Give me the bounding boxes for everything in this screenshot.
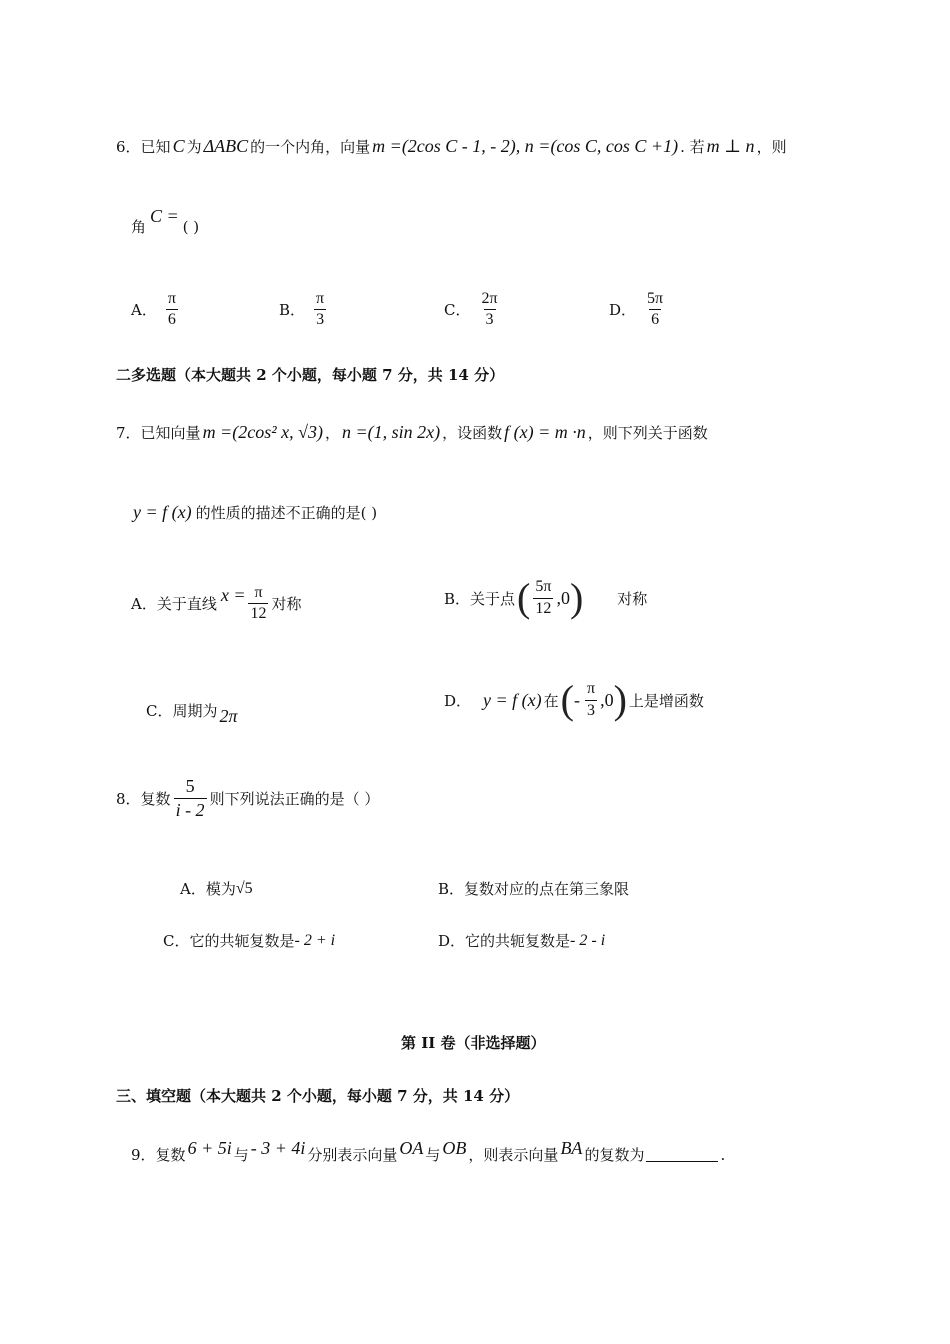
q8-number: 8．: [116, 789, 141, 808]
q7-number: 7．: [116, 424, 141, 442]
conjugate-value: - 2 - i: [570, 931, 606, 949]
vector-ob: OB: [442, 1138, 467, 1158]
vector-ba: BA: [560, 1138, 583, 1158]
q8-option-d: [438, 930, 605, 951]
fraction: $\frac{5\pi}{6}$: [647, 290, 664, 329]
option-label: B．: [279, 301, 306, 320]
q7-text3: ，设函数: [442, 424, 503, 442]
option-d-label: D．它的共轭复数是: [438, 932, 571, 950]
fraction: $\frac{\pi}{12}$: [250, 584, 267, 623]
option-d-label: D．: [444, 691, 472, 710]
q7-text2: ，: [324, 424, 340, 442]
point-rest: ,0: [556, 587, 570, 608]
negative-sign: -: [574, 689, 580, 710]
option-c-label: C．它的共轭复数是: [163, 932, 295, 950]
q7-option-d: D． y = f (x) 在 ( - $\frac{\pi}{3}$ ,0 ) 上是增函数: [444, 677, 704, 722]
x-eq: x =: [220, 585, 246, 606]
option-label: C．: [444, 301, 471, 320]
q7-m-vector: m =(2cos² x, √3): [202, 422, 323, 442]
q8-line1: [116, 776, 379, 820]
q7-text4: ，则下列关于函数: [587, 424, 708, 442]
option-a-label: A．模为: [180, 880, 236, 898]
q9-text3: 分别表示向量: [307, 1146, 398, 1164]
part2-title: 第 II 卷（非选择题）: [401, 1034, 546, 1052]
fraction: $\frac{5\pi}{12}$: [535, 578, 552, 617]
q6-line1: [116, 136, 787, 157]
fraction: $\frac{2\pi}{3}$: [481, 290, 498, 329]
q9-number: 9．: [131, 1146, 156, 1164]
q6-vectors: m =(2cos C - 1, - 2), n =(cos C, cos C +1): [372, 136, 679, 156]
option-label: A．: [131, 301, 157, 320]
modulus-value: √5: [235, 879, 253, 897]
q7-option-a: [131, 584, 302, 624]
q6-perp: m ⊥ n: [706, 136, 755, 156]
q9-text2: 与: [233, 1146, 249, 1164]
section3-heading: 三、填空题（本大题共 2 个小题，每小题 7 分，共 14 分）: [116, 1087, 520, 1105]
q9-line1: [131, 1138, 726, 1165]
q9-text6: 的复数为: [584, 1146, 645, 1164]
q6-line2: [131, 206, 200, 237]
q6-text4: . 若: [680, 138, 705, 156]
option-b-label: B．关于点: [444, 589, 516, 608]
q6-option-b: [279, 290, 329, 330]
q7-line1: [116, 422, 708, 443]
q7-f-def: f (x) = m ·n: [504, 422, 586, 442]
q7-text1: 已知向量: [140, 424, 201, 442]
q8-option-a: [180, 878, 253, 899]
q8-text2: 则下列说法正确的是（ ）: [209, 789, 380, 808]
option-label: D．: [609, 301, 637, 320]
fraction: $\frac{\pi}{3}$: [316, 290, 325, 329]
q6-number: 6．: [116, 138, 141, 156]
q7-option-c: [146, 700, 238, 726]
q6-answer-paren: ( ): [182, 217, 200, 236]
option-d-end: 上是增函数: [628, 691, 704, 710]
q6-line2-text: 角: [131, 218, 147, 236]
interval-rest: ,0: [600, 689, 614, 710]
q7-n-vector: n =(1, sin 2x): [341, 422, 441, 442]
option-d-text: 在: [543, 691, 559, 710]
option-b-end: 对称: [617, 589, 648, 608]
q6-C: C: [172, 136, 185, 156]
q8-option-b: [438, 878, 629, 899]
q7-line2: [133, 502, 377, 523]
q7-line2-text: 的性质的描述不正确的是( ): [195, 504, 378, 522]
y-eq: y = f (x): [483, 689, 542, 710]
q6-option-a: [131, 290, 181, 330]
fraction: $\frac{\pi}{6}$: [167, 290, 176, 329]
q9-text4: 与: [425, 1146, 441, 1164]
q6-text2: 为: [186, 138, 202, 156]
q9-text5: ，则表示向量: [468, 1146, 559, 1164]
option-b-label: B．复数对应的点在第三象限: [438, 880, 630, 898]
q6-text3: 的一个内角，向量: [250, 138, 371, 156]
q9-text1: 复数: [155, 1146, 186, 1164]
q6-option-d: [609, 290, 668, 330]
q6-C-eq: C =: [150, 206, 179, 226]
q7-option-b: B．关于点 ( $\frac{5\pi}{12}$ ,0 ) 对称: [444, 575, 648, 620]
fraction: $\frac{\pi}{3}$: [587, 680, 596, 719]
q6-text5: ，则: [756, 138, 787, 156]
answer-blank[interactable]: [646, 1147, 718, 1162]
q8-text1: 复数: [140, 789, 171, 808]
option-c-label: C．周期为: [146, 702, 218, 720]
period-value: 2π: [219, 706, 238, 726]
fraction: $\frac{5}{i - 2}$: [175, 776, 205, 820]
section2-heading: 二多选题（本大题共 2 个小题，每小题 7 分，共 14 分）: [116, 366, 505, 384]
q8-option-c: [163, 930, 335, 951]
complex-z2: - 3 + 4i: [250, 1138, 306, 1158]
q6-option-c: [444, 290, 503, 330]
q7-y-eq: y = f (x): [133, 502, 192, 522]
conjugate-value: - 2 + i: [294, 931, 336, 949]
option-a-label: A．关于直线: [131, 595, 217, 614]
option-a-end: 对称: [271, 595, 302, 614]
vector-oa: OA: [399, 1138, 424, 1158]
q6-triangle: ΔABC: [203, 136, 249, 156]
complex-z1: 6 + 5i: [187, 1138, 232, 1158]
q6-text1: 已知: [140, 138, 171, 156]
q9-end: .: [720, 1145, 726, 1164]
